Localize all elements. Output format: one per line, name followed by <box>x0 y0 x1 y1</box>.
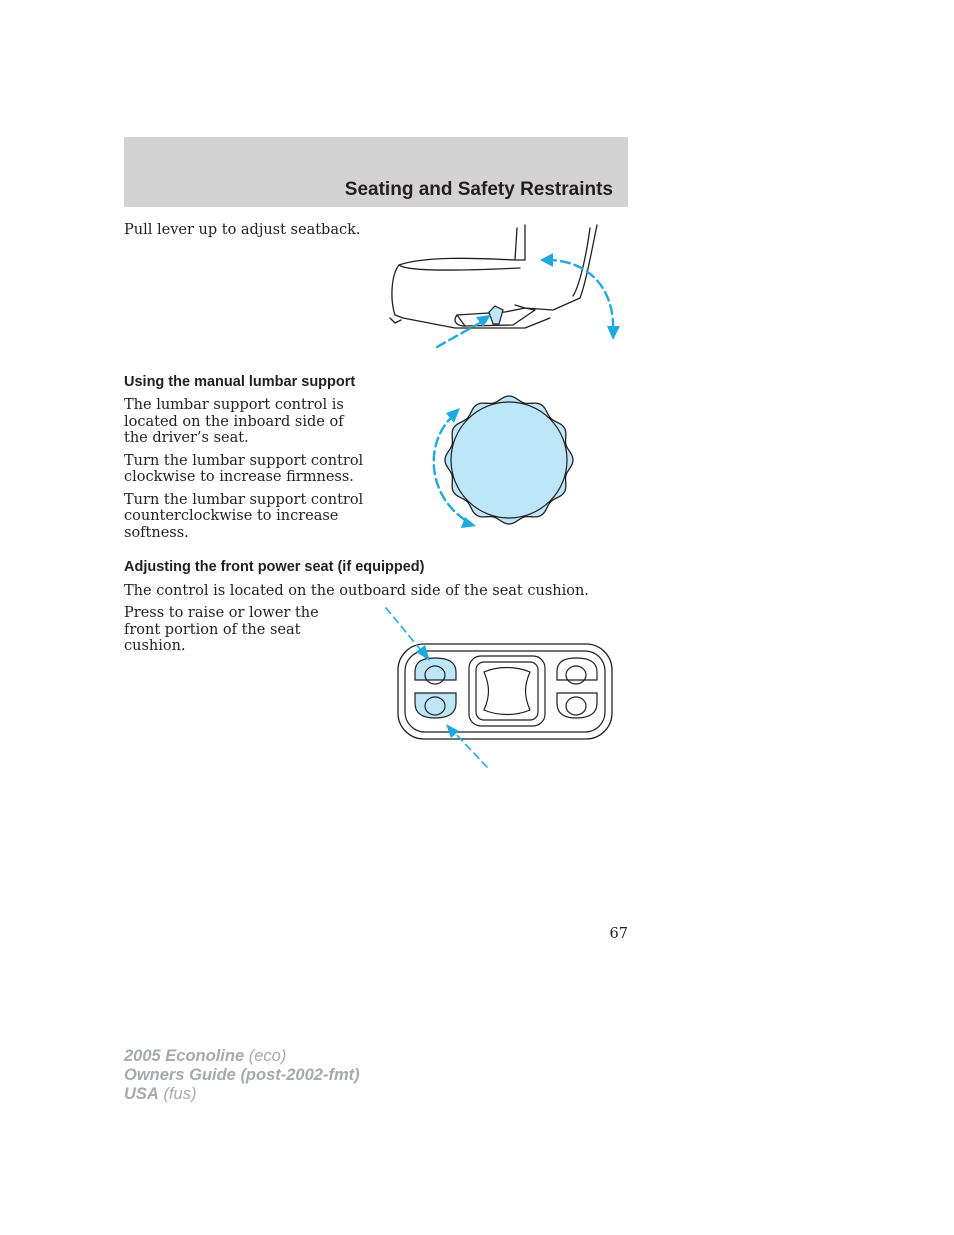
footer-guide: Owners Guide (post-2002-fmt) <box>124 1066 360 1084</box>
footer-line-2 <box>124 1066 360 1085</box>
power-seat-instruction: Press to raise or lower the front portion of the seat cushion. <box>124 605 319 654</box>
footer-line-3 <box>124 1085 360 1104</box>
power-seat-intro: The control is located on the outboard side of the seat cushion. <box>124 583 589 599</box>
lumbar-heading: Using the manual lumbar support <box>124 374 356 390</box>
power-seat-heading: Adjusting the front power seat (if equipped) <box>124 559 425 575</box>
footer-model: 2005 Econoline <box>124 1047 245 1065</box>
lumbar-paragraph-3: Turn the lumbar support control counterclockwise to increase softness. <box>124 491 364 541</box>
lumbar-paragraph-1: The lumbar support control is located on the inboard side of the driver’s seat. <box>124 397 344 446</box>
power-seat-control-illustration <box>380 600 620 770</box>
lumbar-text-block <box>124 397 369 547</box>
section-title: Seating and Safety Restraints <box>344 179 613 200</box>
seatback-instruction: Pull lever up to adjust seatback. <box>124 222 361 238</box>
page-number: 67 <box>609 926 628 942</box>
footer-market: USA <box>124 1085 159 1103</box>
seatback-lever-illustration <box>385 220 630 355</box>
footer-market-code: (fus) <box>163 1085 197 1103</box>
footer-line-1 <box>124 1047 360 1066</box>
lumbar-paragraph-2: Turn the lumbar support control clockwise to increase firmness. <box>124 452 364 485</box>
footer-model-code: (eco) <box>248 1047 287 1065</box>
document-footer <box>124 1047 360 1104</box>
section-header-band <box>124 137 628 207</box>
lumbar-knob-illustration <box>420 395 580 535</box>
